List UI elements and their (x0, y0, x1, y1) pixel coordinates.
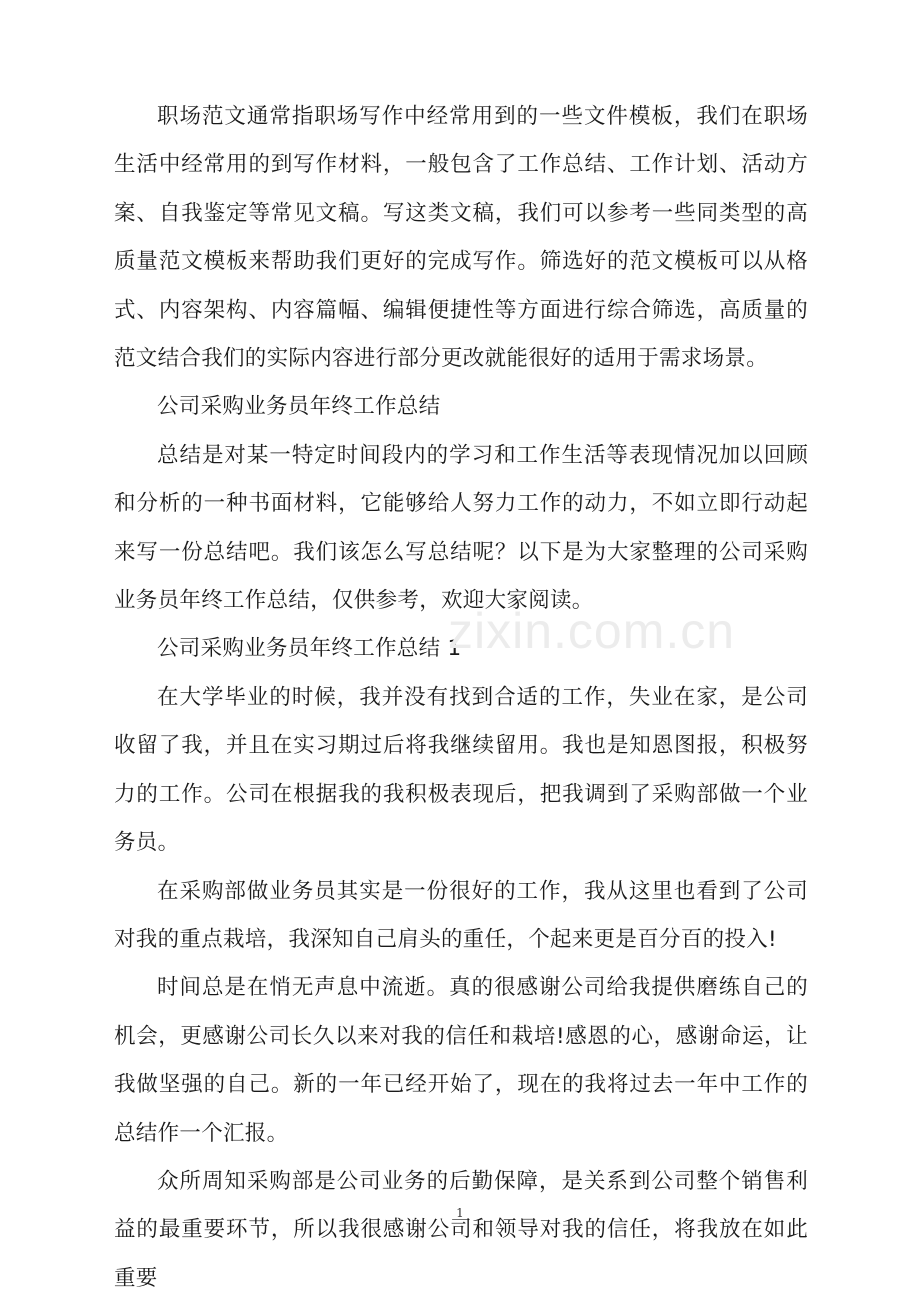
body-paragraph-4: 众所周知采购部是公司业务的后勤保障，是关系到公司整个销售利益的最重要环节，所以我很感谢公司和领导对我的信任，将我放在如此重要 (114, 1168, 808, 1291)
page-number: 1 (456, 1206, 464, 1220)
summary-intro-paragraph: 总结是对某一特定时间段内的学习和工作生活等表现情况加以回顾和分析的一种书面材料，它能够给人努力工作的动力，不如立即行动起来写一份总结吧。我们该怎么写总结呢？以下是为大家整理的公司采购业务员年终工作总结，仅供参考，欢迎大家阅读。 (114, 442, 808, 614)
section-heading-1: 公司采购业务员年终工作总结 1 (157, 636, 462, 662)
body-paragraph-2: 在采购部做业务员其实是一份很好的工作，我从这里也看到了公司对我的重点栽培，我深知自己肩头的重任，个起来更是百分百的投入! (114, 878, 808, 952)
watermark: zixin.com.cn (448, 603, 736, 659)
intro-paragraph: 职场范文通常指职场写作中经常用到的一些文件模板，我们在职场生活中经常用的到写作材料，一般包含了工作总结、工作计划、活动方案、自我鉴定等常见文稿。写这类文稿，我们可以参考一些同类型的高质量范文模板来帮助我们更好的完成写作。筛选好的范文模板可以从格式、内容架构、内容篇幅、编辑便捷性等方面进行综合筛选，高质量的范文结合我们的实际内容进行部分更改就能很好的适用于需求场景。 (114, 104, 808, 372)
document-title: 公司采购业务员年终工作总结 (157, 394, 441, 420)
body-paragraph-3: 时间总是在悄无声息中流逝。真的很感谢公司给我提供磨练自己的机会，更感谢公司长久以来对我的信任和栽培!感恩的心，感谢命运，让我做坚强的自己。新的一年已经开始了，现在的我将过去一年中工作的总结作一个汇报。 (114, 975, 808, 1146)
body-paragraph-1: 在大学毕业的时候，我并没有找到合适的工作，失业在家，是公司收留了我，并且在实习期过后将我继续留用。我也是知恩图报，积极努力的工作。公司在根据我的我积极表现后，把我调到了采购部做一个业务员。 (114, 684, 808, 856)
document-body (114, 93, 808, 1303)
